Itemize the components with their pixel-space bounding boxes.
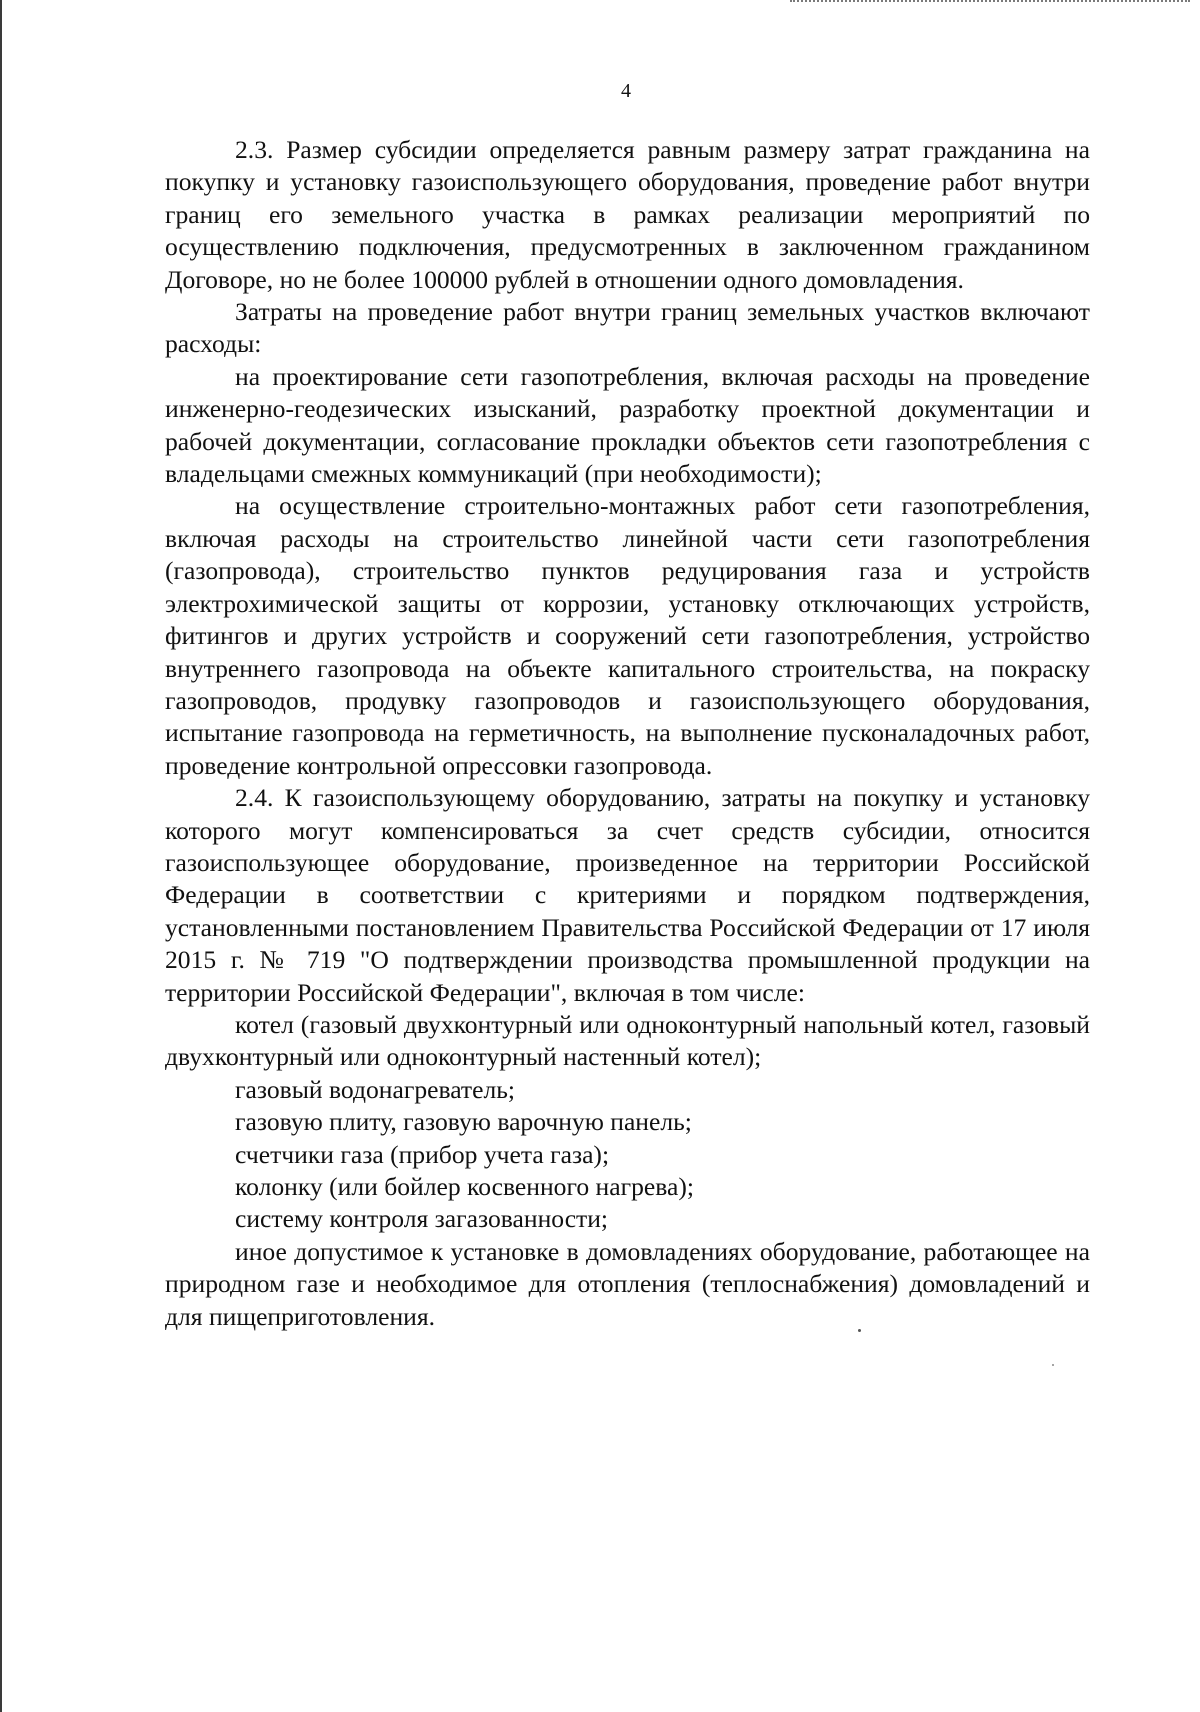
paragraph-2-3: 2.3. Размер субсидии определяется равным размеру затрат гражданина на покупку и установку газоиспользующего оборудования, проведение работ внутри границ его земельного участка в рамках реализации мероприятий по осуществлению подключения, предусмотренных в заключенном гражданином Договоре, но не более 100000 рублей в отношении одного домовладения.	[165, 135, 1090, 294]
document-body	[165, 134, 1090, 1333]
list-item-other-equipment: иное допустимое к установке в домовладениях оборудование, работающее на природном газе и необходимое для отопления (теплоснабжения) домовладений и для пищеприготовления.	[165, 1236, 1090, 1331]
list-item-design: на проектирование сети газопотребления, включая расходы на проведение инженерно-геодезических изысканий, разработку проектной документации и рабочей документации, согласование прокладки объектов сети газопотребления с владельцами смежных коммуникаций (при необходимости);	[165, 361, 1090, 489]
list-item-gas-meter: счетчики газа (прибор учета газа);	[235, 1139, 610, 1169]
scan-speck	[858, 1329, 861, 1332]
list-item-gas-control: систему контроля загазованности;	[235, 1204, 609, 1234]
scan-edge-left	[0, 0, 2, 1712]
page-number: 4	[621, 80, 631, 102]
paragraph-costs-intro: Затраты на проведение работ внутри границ земельных участков включают расходы:	[165, 297, 1090, 359]
list-item-construction: на осуществление строительно-монтажных работ сети газопотребления, включая расходы на строительство линейной части сети газопотребления (газопровода), строительство пунктов редуцирования газа и устройств электрохимической защиты от коррозии, установку отключающих устройств, фитингов и других устройств и сооружений сети газопотребления, устройство внутреннего газопровода на объекте капитального строительства, на покраску газопроводов, продувку газопроводов и газоиспользующего оборудования, испытание газопровода на герметичность, на выполнение пусконаладочных работ, проведение контрольной опрессовки газопровода.	[165, 491, 1090, 780]
list-item-water-heater: газовый водонагреватель;	[235, 1074, 516, 1104]
scan-speck	[1052, 1364, 1054, 1366]
list-item-column: колонку (или бойлер косвенного нагрева);	[235, 1172, 694, 1201]
list-item-stove: газовую плиту, газовую варочную панель;	[235, 1107, 692, 1137]
scan-edge-top	[790, 0, 1190, 4]
list-item-boiler: котел (газовый двухконтурный или одноконтурный напольный котел, газовый двухконтурный или одноконтурный настенный котел);	[165, 1009, 1090, 1072]
paragraph-2-4: 2.4. К газоиспользующему оборудованию, затраты на покупку и установку которого могут компенсироваться за счет средств субсидии, относится газоиспользующее оборудование, произведенное на территории Российской Федерации в соответствии с критериями и порядком подтверждения, установленными постановлением Правительства Российской Федерации от 17 июля 2015 г. № 719 "О подтверждении производства промышленной продукции на территории Российской Федерации", включая в том числе:	[165, 783, 1090, 1007]
